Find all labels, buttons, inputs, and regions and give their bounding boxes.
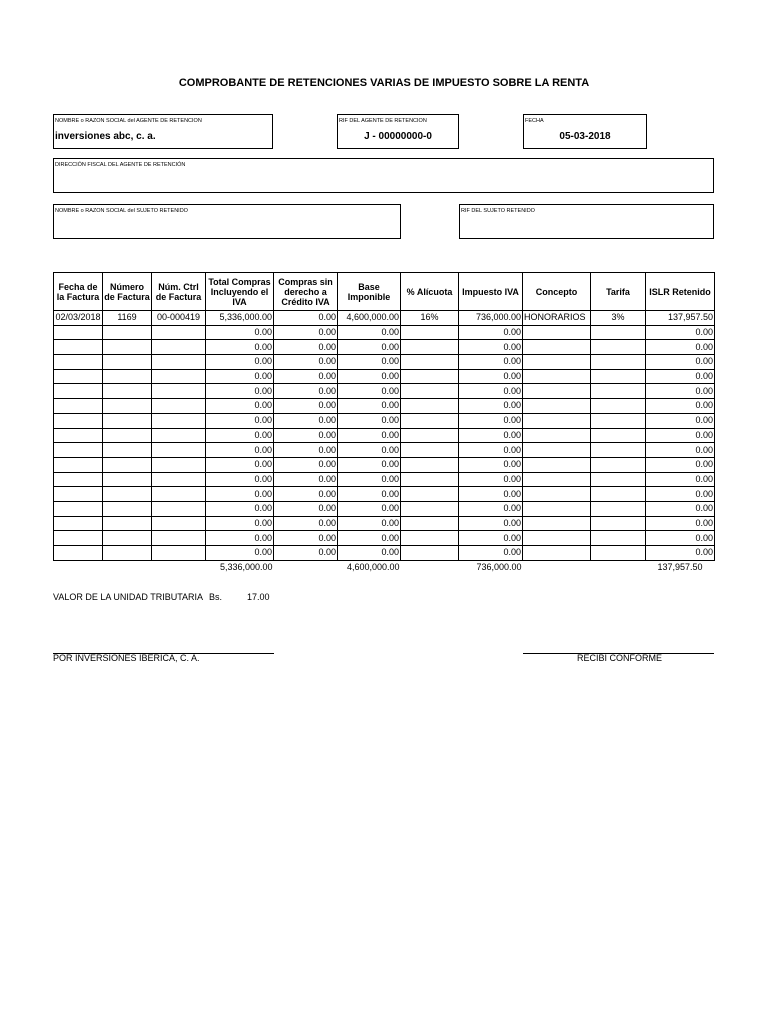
cell-alicuota [401,428,459,443]
agent-name-label: NOMBRE o RAZON SOCIAL del AGENTE DE RETENCION [55,118,202,124]
cell-base-imponible: 0.00 [338,501,401,516]
cell-total-compras: 0.00 [206,340,274,355]
header-fecha: Fecha de la Factura [54,273,103,311]
cell-impuesto-iva: 0.00 [459,546,523,561]
table-row [54,501,715,516]
cell-tarifa [591,487,646,502]
cell-compras-sin-derecho: 0.00 [274,325,338,340]
cell-islr-retenido: 0.00 [646,340,715,355]
cell-total-compras: 0.00 [206,399,274,414]
subject-name-label: NOMBRE o RAZON SOCIAL del SUJETO RETENIDO [55,208,188,214]
cell-fecha [54,428,103,443]
cell-numero [103,443,152,458]
cell-impuesto-iva: 0.00 [459,413,523,428]
cell-alicuota [401,340,459,355]
cell-concepto [523,325,591,340]
cell-control [152,399,206,414]
cell-total-compras: 0.00 [206,546,274,561]
cell-base-imponible: 0.00 [338,487,401,502]
cell-control [152,516,206,531]
cell-concepto [523,443,591,458]
cell-alicuota [401,384,459,399]
retention-table [53,272,715,574]
cell-impuesto-iva: 0.00 [459,325,523,340]
cell-alicuota [401,399,459,414]
agent-rif-value: J - 00000000-0 [364,131,432,142]
cell-alicuota [401,369,459,384]
table-row [54,487,715,502]
cell-alicuota [401,546,459,561]
cell-compras-sin-derecho: 0.00 [274,487,338,502]
cell-base-imponible: 0.00 [338,472,401,487]
agent-rif-label: RIF DEL AGENTE DE RETENCION [339,118,427,124]
cell-control [152,457,206,472]
cell-tarifa [591,413,646,428]
cell-numero [103,413,152,428]
cell-compras-sin-derecho: 0.00 [274,369,338,384]
cell-concepto [523,428,591,443]
cell-alicuota [401,516,459,531]
table-row [54,516,715,531]
cell-control [152,443,206,458]
header-control: Núm. Ctrl de Factura [152,273,206,311]
cell-control [152,501,206,516]
cell-concepto [523,340,591,355]
cell-numero [103,457,152,472]
cell-tarifa [591,325,646,340]
cell-concepto: HONORARIOS [523,311,591,326]
cell-numero [103,531,152,546]
cell-tarifa [591,501,646,516]
cell-impuesto-iva: 0.00 [459,516,523,531]
islr-retenido-sum: 137,957.50 [657,562,703,573]
date-value: 05-03-2018 [559,131,611,142]
cell-numero [103,399,152,414]
cell-total-compras: 0.00 [206,472,274,487]
cell-base-imponible: 0.00 [338,369,401,384]
cell-control [152,487,206,502]
agent-name-box [53,114,273,149]
cell-concepto [523,355,591,370]
cell-numero [103,472,152,487]
cell-fecha [54,384,103,399]
document-title: COMPROBANTE DE RETENCIONES VARIAS DE IMPUESTO SOBRE LA RENTA [178,77,590,89]
cell-compras-sin-derecho: 0.00 [274,531,338,546]
cell-total-compras: 0.00 [206,325,274,340]
cell-concepto [523,516,591,531]
cell-concepto [523,531,591,546]
cell-compras-sin-derecho: 0.00 [274,472,338,487]
header-tarifa: Tarifa [591,273,646,311]
cell-control [152,340,206,355]
cell-total-compras: 0.00 [206,531,274,546]
table-row [54,355,715,370]
table-row [54,399,715,414]
cell-numero [103,501,152,516]
totals-blank [103,560,152,574]
header-numero: Número de Factura [103,273,152,311]
cell-numero [103,369,152,384]
cell-compras-sin-derecho: 0.00 [274,457,338,472]
cell-control [152,384,206,399]
table-row [54,311,715,326]
cell-compras-sin-derecho: 0.00 [274,384,338,399]
cell-control [152,325,206,340]
cell-islr-retenido: 0.00 [646,472,715,487]
table-row [54,472,715,487]
cell-alicuota [401,501,459,516]
cell-total-compras: 0.00 [206,516,274,531]
base-imponible-sum: 4,600,000.00 [346,562,400,573]
cell-impuesto-iva: 0.00 [459,487,523,502]
table-row [54,413,715,428]
cell-total-compras: 5,336,000.00 [206,311,274,326]
totals-row [54,560,715,574]
cell-compras-sin-derecho: 0.00 [274,340,338,355]
ut-label: VALOR DE LA UNIDAD TRIBUTARIA [53,592,204,602]
signature-right-label: RECIBÍ CONFORME [577,653,663,663]
cell-compras-sin-derecho: 0.00 [274,355,338,370]
cell-base-imponible: 0.00 [338,457,401,472]
cell-alicuota [401,443,459,458]
table-row [54,325,715,340]
cell-base-imponible: 0.00 [338,413,401,428]
header-compras-sin-derecho: Compras sin derecho a Crédito IVA [274,273,338,311]
cell-concepto [523,501,591,516]
total-compras-sum: 5,336,000.00 [219,562,273,573]
cell-base-imponible: 0.00 [338,428,401,443]
cell-numero [103,340,152,355]
cell-control [152,531,206,546]
cell-total-compras: 0.00 [206,501,274,516]
cell-fecha [54,531,103,546]
cell-tarifa [591,399,646,414]
cell-fecha [54,501,103,516]
cell-islr-retenido: 0.00 [646,546,715,561]
cell-concepto [523,472,591,487]
cell-control [152,355,206,370]
cell-concepto [523,487,591,502]
cell-base-imponible: 0.00 [338,531,401,546]
cell-alicuota [401,325,459,340]
cell-alicuota [401,355,459,370]
cell-concepto [523,413,591,428]
cell-compras-sin-derecho: 0.00 [274,428,338,443]
cell-control [152,546,206,561]
table-row [54,443,715,458]
cell-tarifa [591,531,646,546]
cell-compras-sin-derecho: 0.00 [274,546,338,561]
cell-compras-sin-derecho: 0.00 [274,516,338,531]
cell-base-imponible: 0.00 [338,443,401,458]
cell-fecha [54,413,103,428]
cell-islr-retenido: 0.00 [646,413,715,428]
impuesto-iva-sum: 736,000.00 [476,562,522,573]
cell-total-compras: 0.00 [206,487,274,502]
cell-islr-retenido: 0.00 [646,428,715,443]
cell-control [152,413,206,428]
cell-islr-retenido: 0.00 [646,501,715,516]
cell-tarifa: 3% [591,311,646,326]
cell-islr-retenido: 0.00 [646,399,715,414]
cell-control [152,472,206,487]
header-base-imponible: Base Imponible [338,273,401,311]
totals-blank [523,560,591,574]
cell-fecha [54,355,103,370]
cell-fecha [54,443,103,458]
ut-value: 17.00 [247,592,270,602]
cell-total-compras: 0.00 [206,413,274,428]
cell-fecha [54,516,103,531]
table-row [54,384,715,399]
totals-blank [274,560,338,574]
cell-fecha [54,546,103,561]
cell-impuesto-iva: 0.00 [459,531,523,546]
cell-impuesto-iva: 0.00 [459,501,523,516]
cell-base-imponible: 0.00 [338,516,401,531]
cell-fecha [54,369,103,384]
totals-blank [401,560,459,574]
cell-total-compras: 0.00 [206,443,274,458]
table-row [54,546,715,561]
subject-rif-label: RIF DEL SUJETO RETENIDO [461,208,535,214]
cell-total-compras: 0.00 [206,369,274,384]
cell-alicuota [401,487,459,502]
cell-tarifa [591,340,646,355]
totals-blank [152,560,206,574]
cell-control: 00-000419 [152,311,206,326]
header-total-compras: Total Compras Incluyendo el IVA [206,273,274,311]
cell-concepto [523,546,591,561]
header-alicuota: % Alícuota [401,273,459,311]
table-row [54,428,715,443]
cell-base-imponible: 0.00 [338,546,401,561]
cell-total-compras: 0.00 [206,355,274,370]
ut-currency: Bs. [209,592,223,602]
table-row [54,457,715,472]
cell-islr-retenido: 0.00 [646,516,715,531]
cell-tarifa [591,472,646,487]
cell-concepto [523,399,591,414]
cell-numero [103,516,152,531]
cell-fecha: 02/03/2018 [54,311,103,326]
cell-base-imponible: 0.00 [338,384,401,399]
cell-concepto [523,384,591,399]
cell-numero: 1169 [103,311,152,326]
cell-fecha [54,487,103,502]
cell-tarifa [591,443,646,458]
subject-name-box [53,204,401,239]
cell-numero [103,487,152,502]
cell-fecha [54,472,103,487]
date-label: FECHA [525,118,544,124]
cell-compras-sin-derecho: 0.00 [274,311,338,326]
cell-tarifa [591,355,646,370]
cell-base-imponible: 0.00 [338,340,401,355]
agent-rif-box [337,114,459,149]
cell-tarifa [591,546,646,561]
cell-alicuota: 16% [401,311,459,326]
cell-impuesto-iva: 0.00 [459,457,523,472]
cell-islr-retenido: 0.00 [646,369,715,384]
agent-name-value: inversiones abc, c. a. [55,131,156,142]
cell-islr-retenido: 0.00 [646,487,715,502]
cell-compras-sin-derecho: 0.00 [274,501,338,516]
date-box [523,114,647,149]
cell-impuesto-iva: 0.00 [459,399,523,414]
subject-rif-box [459,204,714,239]
table-header-row [54,273,715,311]
cell-total-compras: 0.00 [206,428,274,443]
cell-impuesto-iva: 0.00 [459,384,523,399]
cell-base-imponible: 4,600,000.00 [338,311,401,326]
signature-left-label: POR INVERSIONES IBÉRICA, C. A. [53,653,200,663]
header-islr-retenido: ISLR Retenido [646,273,715,311]
table-row [54,531,715,546]
cell-islr-retenido: 0.00 [646,384,715,399]
cell-impuesto-iva: 0.00 [459,355,523,370]
cell-islr-retenido: 0.00 [646,531,715,546]
cell-fecha [54,457,103,472]
cell-tarifa [591,516,646,531]
cell-tarifa [591,457,646,472]
cell-numero [103,546,152,561]
cell-numero [103,355,152,370]
cell-concepto [523,369,591,384]
cell-control [152,369,206,384]
cell-islr-retenido: 0.00 [646,355,715,370]
cell-impuesto-iva: 736,000.00 [459,311,523,326]
cell-alicuota [401,413,459,428]
table-row [54,369,715,384]
header-impuesto-iva: Impuesto IVA [459,273,523,311]
cell-base-imponible: 0.00 [338,325,401,340]
cell-islr-retenido: 0.00 [646,325,715,340]
cell-total-compras: 0.00 [206,384,274,399]
cell-numero [103,428,152,443]
header-concepto: Concepto [523,273,591,311]
cell-impuesto-iva: 0.00 [459,443,523,458]
totals-blank [591,560,646,574]
cell-islr-retenido: 0.00 [646,443,715,458]
cell-islr-retenido: 137,957.50 [646,311,715,326]
agent-address-box [53,158,714,193]
cell-alicuota [401,457,459,472]
agent-address-label: DIRECCIÓN FISCAL DEL AGENTE DE RETENCIÓN [55,162,186,168]
cell-compras-sin-derecho: 0.00 [274,413,338,428]
cell-tarifa [591,384,646,399]
totals-blank [54,560,103,574]
table-row [54,340,715,355]
cell-total-compras: 0.00 [206,457,274,472]
cell-fecha [54,399,103,414]
cell-tarifa [591,369,646,384]
cell-alicuota [401,472,459,487]
cell-numero [103,384,152,399]
cell-base-imponible: 0.00 [338,399,401,414]
cell-compras-sin-derecho: 0.00 [274,399,338,414]
cell-tarifa [591,428,646,443]
cell-concepto [523,457,591,472]
cell-islr-retenido: 0.00 [646,457,715,472]
cell-impuesto-iva: 0.00 [459,340,523,355]
cell-alicuota [401,531,459,546]
cell-impuesto-iva: 0.00 [459,369,523,384]
cell-fecha [54,325,103,340]
cell-numero [103,325,152,340]
cell-compras-sin-derecho: 0.00 [274,443,338,458]
cell-impuesto-iva: 0.00 [459,472,523,487]
cell-fecha [54,340,103,355]
cell-base-imponible: 0.00 [338,355,401,370]
cell-impuesto-iva: 0.00 [459,428,523,443]
cell-control [152,428,206,443]
